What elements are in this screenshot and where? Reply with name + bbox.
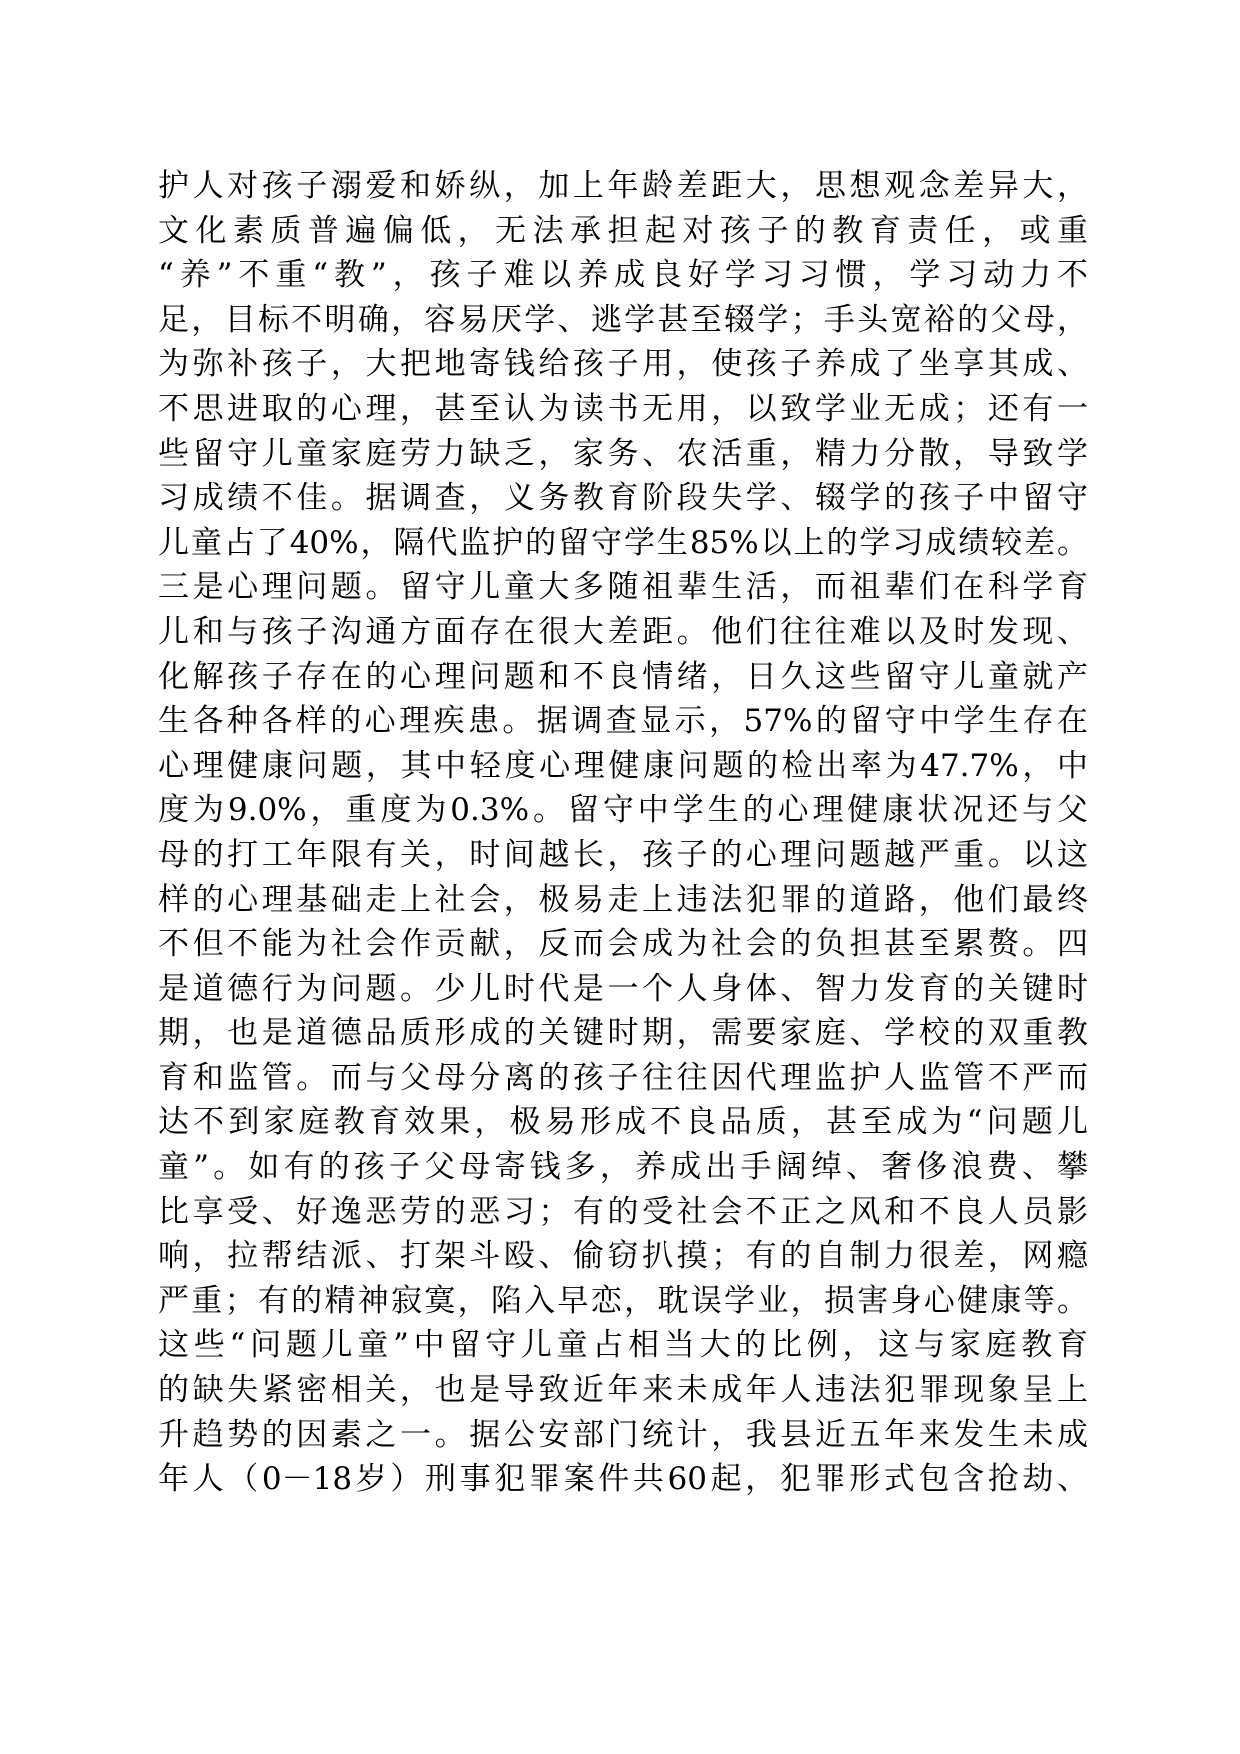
text-line: 期，也是道德品质形成的关键时期，需要家庭、学校的双重教 [158,1015,1088,1052]
text-line: 响，拉帮结派、打架斗殴、偷窃扒摸；有的自制力很差，网瘾 [158,1238,1088,1275]
text-line: 生各种各样的心理疾患。据调查显示，57%的留守中学生存在 [158,703,1088,740]
text-line: 育和监管。而与父母分离的孩子往往因代理监护人监管不严而 [158,1059,1088,1096]
text-line: 三是心理问题。留守儿童大多随祖辈生活，而祖辈们在科学育 [158,569,1088,606]
text-line: 达不到家庭教育效果，极易形成不良品质，甚至成为“问题儿 [158,1104,1088,1141]
text-line: 习成绩不佳。据调查，义务教育阶段失学、辍学的孩子中留守 [158,480,1088,517]
text-line: 足，目标不明确，容易厌学、逃学甚至辍学；手头宽裕的父母， [158,301,1088,338]
text-line: 严重；有的精神寂寞，陷入早恋，耽误学业，损害身心健康等。 [158,1282,1088,1319]
text-line: 比享受、好逸恶劳的恶习；有的受社会不正之风和不良人员影 [158,1193,1088,1230]
text-line: 化解孩子存在的心理问题和不良情绪，日久这些留守儿童就产 [158,658,1088,695]
text-line: 儿和与孩子沟通方面存在很大差距。他们往往难以及时发现、 [158,613,1088,650]
text-line: 儿童占了40%，隔代监护的留守学生85%以上的学习成绩较差。 [158,524,1088,561]
text-line: 为弥补孩子，大把地寄钱给孩子用，使孩子养成了坐享其成、 [158,346,1088,383]
text-line: 样的心理基础走上社会，极易走上违法犯罪的道路，他们最终 [158,881,1088,918]
text-line: 不但不能为社会作贡献，反而会成为社会的负担甚至累赘。四 [158,926,1088,963]
text-line: 些留守儿童家庭劳力缺乏，家务、农活重，精力分散，导致学 [158,435,1088,472]
text-line: 升趋势的因素之一。据公安部门统计，我县近五年来发生未成 [158,1416,1088,1453]
text-line: 度为9.0%，重度为0.3%。留守中学生的心理健康状况还与父 [158,792,1088,829]
text-line: “养”不重“教”，孩子难以养成良好学习习惯，学习动力不 [158,257,1088,294]
text-line: 母的打工年限有关，时间越长，孩子的心理问题越严重。以这 [158,836,1088,873]
text-line: 的缺失紧密相关，也是导致近年来未成年人违法犯罪现象呈上 [158,1372,1088,1409]
text-line: 童”。如有的孩子父母寄钱多，养成出手阔绰、奢侈浪费、攀 [158,1149,1088,1186]
text-line: 不思进取的心理，甚至认为读书无用，以致学业无成；还有一 [158,390,1088,427]
text-line: 年人（0－18岁）刑事犯罪案件共60起，犯罪形式包含抢劫、 [158,1461,1088,1498]
body-text [158,164,1088,1502]
text-line: 这些“问题儿童”中留守儿童占相当大的比例，这与家庭教育 [158,1327,1088,1364]
text-line: 护人对孩子溺爱和娇纵，加上年龄差距大，思想观念差异大， [158,168,1088,204]
text-line: 文化素质普遍偏低，无法承担起对孩子的教育责任，或重 [158,212,1088,249]
text-line: 心理健康问题，其中轻度心理健康问题的检出率为47.7%，中 [158,747,1088,784]
text-line: 是道德行为问题。少儿时代是一个人身体、智力发育的关键时 [158,970,1088,1007]
